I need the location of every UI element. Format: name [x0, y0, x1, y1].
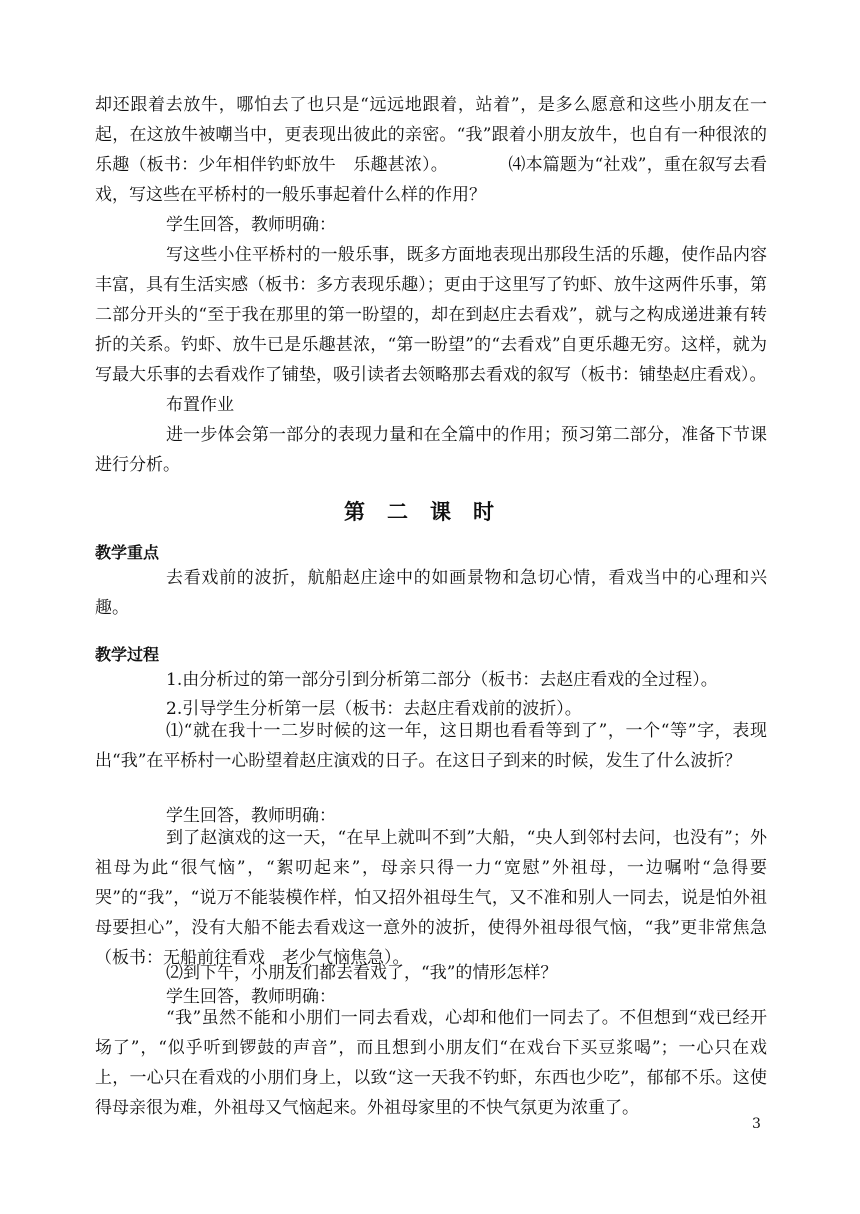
question-1: ⑴“就在我十一二岁时候的这一年，这日期也看看等到了”，一个“等”字，表现出“我”在平桥村一心盼望着赵庄演戏的日子。在这日子到来的时候，发生了什么波折？ [95, 721, 767, 771]
step-1: 1.由分析过的第一部分引到分析第二部分（板书：去赵庄看戏的全过程）。 [166, 670, 718, 690]
homework-text: 进一步体会第一部分的表现力量和在全篇中的作用；预习第二部分，准备下节课进行分析。 [95, 425, 767, 475]
step-2: 2.引导学生分析第一层（板书：去赵庄看戏前的波折）。 [166, 699, 582, 719]
answer-2: “我”虽然不能和小朋们一同去看戏，心却和他们一同去了。不但想到“戏已经开场了”，“似乎听到锣鼓的声音”，而且想到小朋友们“在戏台下买豆浆喝”；一心只在戏上，一心只在看戏的小朋们身上，以致“这一天我不钓虾，东西也少吃”，郁郁不乐。这使得母亲很为难，外祖母又气恼起来。外祖母家里的不快气氛更为浓重了。 [95, 1008, 767, 1118]
answer-label: 学生回答，教师明确： [166, 215, 336, 235]
paragraph-continuation: 却还跟着去放牛，哪怕去了也只是“远远地跟着，站着”，是多么愿意和这些小朋友在一起，在这放牛被嘲当中，更表现出彼此的亲密。“我”跟着小朋友放牛，也自有一种很浓的乐趣（板书：少年相伴钓虾放牛 乐趣甚浓）。 ⑷本篇题为“社戏”，重在叙写去看戏，写这些在平桥村的一般乐事起着什么样的作用？ [95, 95, 767, 205]
lesson-title: 第二课时 [344, 500, 516, 524]
homework-label: 布置作业 [166, 395, 234, 415]
focus-heading: 教学重点 [95, 543, 160, 562]
answer-label: 学生回答，教师明确： [166, 987, 336, 1007]
paragraph-answer: 写这些小住平桥村的一般乐事，既多方面地表现出那段生活的乐趣，使作品内容丰富，具有生活实感（板书：多方表现乐趣）；更由于这里写了钓虾、放牛这两件乐事，第二部分开头的“至于我在那里的第一盼望的，却在到赵庄去看戏”，就与之构成递进兼有转折的关系。钓虾、放牛已是乐趣甚浓，“第一盼望”的“去看戏”自更乐趣无穷。这样，就为写最大乐事的去看戏作了铺垫，吸引读者去领略那去看戏的叙写（板书：铺垫赵庄看戏）。 [95, 245, 767, 385]
question-2: ⑵到下午，小朋友们都去看戏了，“我”的情形怎样？ [166, 963, 558, 983]
answer-1: 到了赵演戏的这一天，“在早上就叫不到”大船，“央人到邻村去问，也没有”；外祖母为此“很气恼”，“絮叨起来”，母亲只得一力“宽慰”外祖母，一边嘱咐“急得要哭”的“我”，“说万不能装模作样，怕又招外祖母生气，又不准和别人一同去，说是怕外祖母要担心”，没有大船不能去看戏这一意外的波折，使得外祖母很气恼，“我”更非常焦急（板书：无船前往看戏 老少气恼焦急）。 [95, 828, 767, 968]
focus-text: 去看戏前的波折，航船赵庄途中的如画景物和急切心情，看戏当中的心理和兴趣。 [95, 568, 767, 618]
answer-label: 学生回答，教师明确： [166, 806, 336, 826]
process-heading: 教学过程 [95, 645, 160, 664]
page-number: 3 [752, 1116, 761, 1132]
